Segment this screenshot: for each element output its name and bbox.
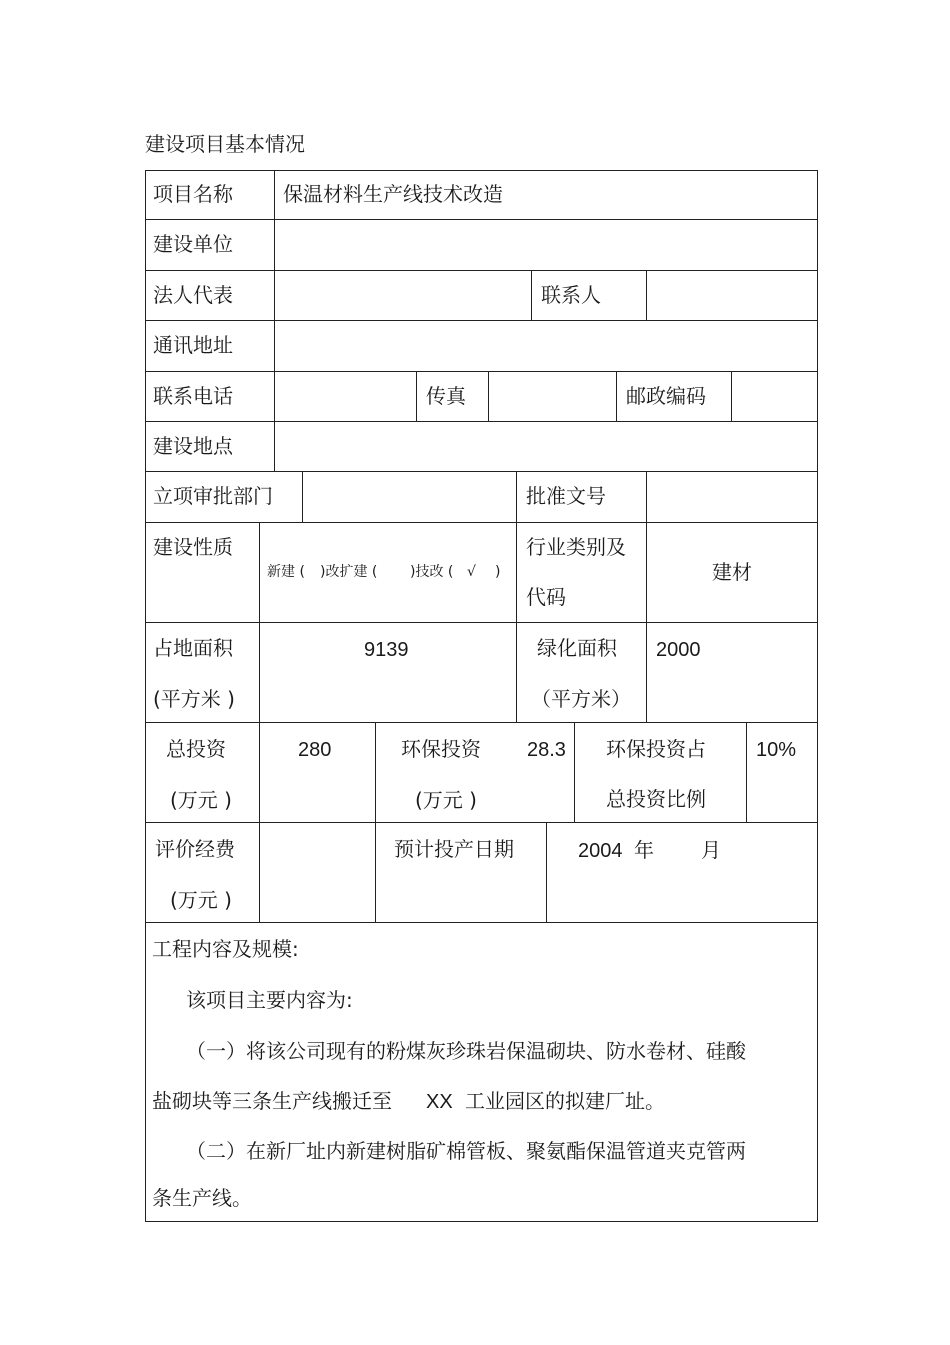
label-approval-dept: 立项审批部门 <box>153 484 273 508</box>
label-builder: 建设单位 <box>153 232 233 256</box>
row-divider <box>145 371 818 372</box>
content-item2-line1: （二）在新厂址内新建树脂矿棉管板、聚氨酯保温管道夹克管两 <box>186 1139 746 1163</box>
content-item1-line2b: XX <box>426 1091 453 1113</box>
col-divider <box>375 722 376 923</box>
col-divider <box>546 822 547 923</box>
label-env-invest-2: (万元 ) <box>415 788 477 812</box>
col-divider <box>274 170 275 472</box>
label-project-name: 项目名称 <box>153 182 233 206</box>
row-divider <box>145 270 818 271</box>
col-divider <box>531 270 532 321</box>
table-border-top <box>145 170 818 171</box>
value-project-name: 保温材料生产线技术改造 <box>283 182 503 206</box>
label-total-invest-2: (万元 ) <box>170 788 232 812</box>
col-divider <box>746 722 747 823</box>
content-intro: 该项目主要内容为: <box>186 988 353 1012</box>
col-divider <box>302 471 303 523</box>
col-divider <box>646 471 647 723</box>
row-divider <box>145 522 818 523</box>
label-postcode: 邮政编码 <box>626 384 706 408</box>
label-eval-fee-2: (万元 ) <box>170 888 232 912</box>
label-land-area-2: (平方米 ) <box>153 687 235 711</box>
content-item1-line1: （一）将该公司现有的粉煤灰珍珠岩保温砌块、防水卷材、硅酸 <box>186 1039 746 1063</box>
nature-close: ) <box>495 564 501 580</box>
label-nature: 建设性质 <box>153 535 233 559</box>
value-industry: 建材 <box>712 560 752 584</box>
row-divider <box>145 622 818 623</box>
table-border-bottom <box>145 1221 818 1222</box>
content-item1-line2a: 盐砌块等三条生产线搬迁至 <box>152 1089 392 1113</box>
nature-expand: )改扩建 ( <box>320 564 378 580</box>
label-total-invest-1: 总投资 <box>166 737 226 761</box>
row-divider <box>145 922 818 923</box>
label-legal-rep: 法人代表 <box>153 283 233 307</box>
row-divider <box>145 471 818 472</box>
value-total-invest: 280 <box>298 739 332 761</box>
row-divider <box>145 722 818 723</box>
label-site: 建设地点 <box>153 434 233 458</box>
row-divider <box>145 421 818 422</box>
table-border-left <box>145 170 146 1222</box>
row-divider <box>145 320 818 321</box>
label-env-invest-1: 环保投资 <box>401 737 481 761</box>
label-approval-doc: 批准文号 <box>526 484 606 508</box>
col-divider <box>488 371 489 422</box>
col-divider <box>646 270 647 321</box>
value-land-area: 9139 <box>364 639 409 661</box>
value-year: 2004 <box>578 840 623 862</box>
col-divider <box>616 371 617 422</box>
label-env-ratio-1: 环保投资占 <box>606 737 706 761</box>
section-title: 建设项目基本情况 <box>145 132 305 156</box>
value-green-area: 2000 <box>656 639 701 661</box>
label-green-area-1: 绿化面积 <box>537 636 617 660</box>
label-industry-2: 代码 <box>526 585 566 609</box>
col-divider <box>259 522 260 923</box>
label-production-date: 预计投产日期 <box>394 837 514 861</box>
nature-check: √ <box>467 564 476 580</box>
label-address: 通讯地址 <box>153 333 233 357</box>
content-item2-line2: 条生产线。 <box>152 1186 252 1210</box>
col-divider <box>416 371 417 422</box>
value-env-invest: 28.3 <box>527 739 566 761</box>
label-env-ratio-2: 总投资比例 <box>606 787 706 811</box>
label-phone: 联系电话 <box>153 384 233 408</box>
row-divider <box>145 219 818 220</box>
content-item1-line2c: 工业园区的拟建厂址。 <box>465 1089 665 1113</box>
label-land-area-1: 占地面积 <box>153 636 233 660</box>
table-border-right <box>817 170 818 1222</box>
label-green-area-2: （平方米） <box>531 687 631 711</box>
value-env-ratio: 10% <box>756 739 797 761</box>
row-divider <box>145 822 818 823</box>
label-contact-person: 联系人 <box>541 283 601 307</box>
nature-new: 新建 ( <box>267 564 305 580</box>
label-fax: 传真 <box>426 384 466 408</box>
label-industry-1: 行业类别及 <box>526 535 626 559</box>
nature-tech: )技改 ( <box>410 564 454 580</box>
value-month-unit: 月 <box>701 838 721 862</box>
label-eval-fee-1: 评价经费 <box>155 837 235 861</box>
col-divider <box>516 471 517 723</box>
col-divider <box>574 722 575 823</box>
value-year-unit: 年 <box>634 838 654 862</box>
col-divider <box>731 371 732 422</box>
content-heading: 工程内容及规模: <box>152 937 299 961</box>
